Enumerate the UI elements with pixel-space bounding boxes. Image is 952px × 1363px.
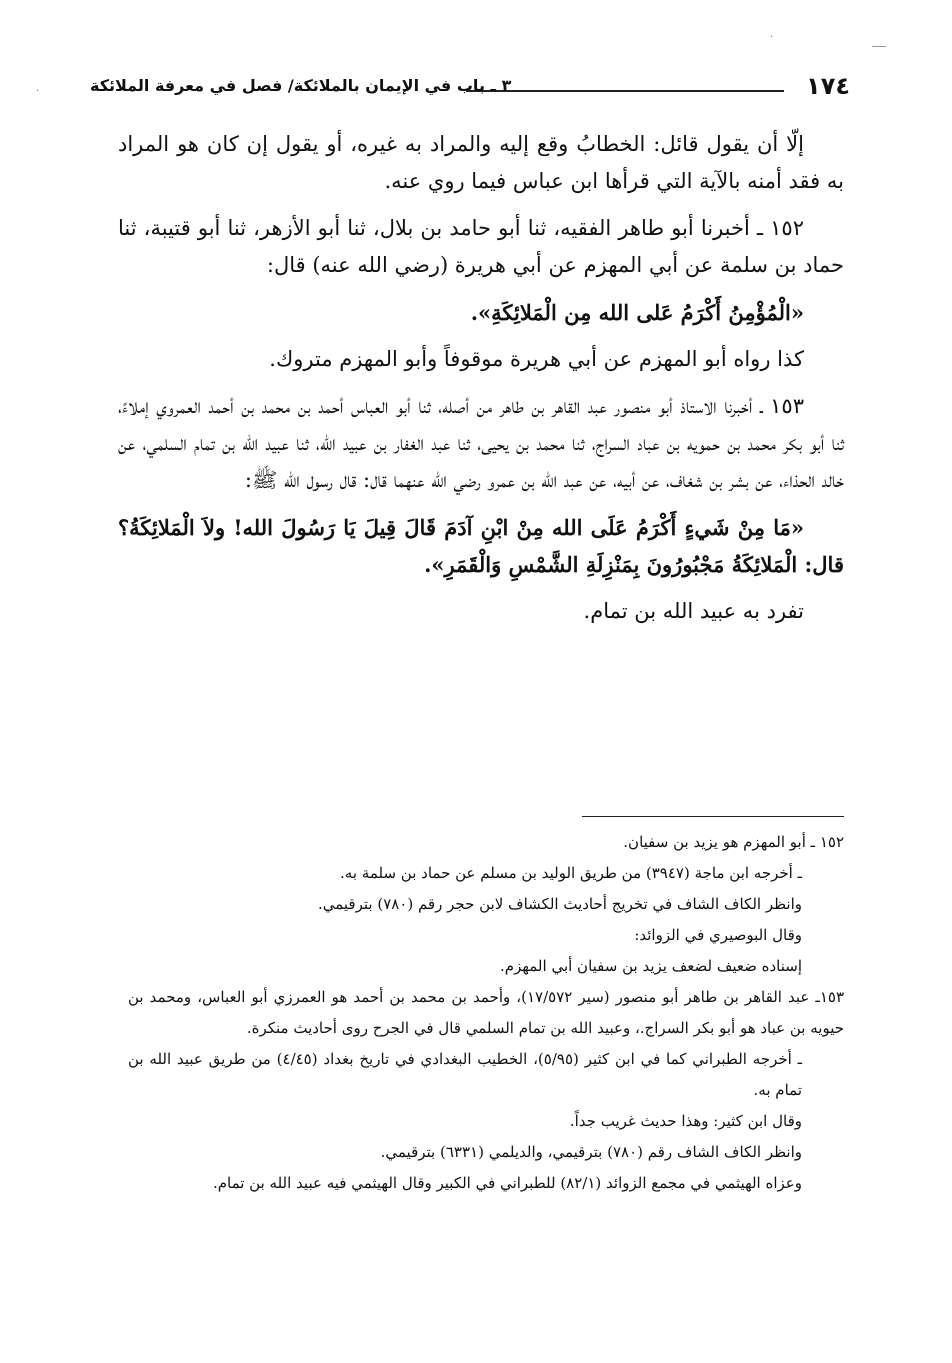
footnote-line: وقال ابن كثير: وهذا حديث غريب جداً. xyxy=(569,1112,802,1130)
running-title: ٣ ـ باب في الإيمان بالملائكة/ فصل في معرفة الملائكة xyxy=(90,76,512,95)
hadith-152-isnad: ١٥٢ ـ أخبرنا أبو طاهر الفقيه، ثنا أبو حامد بن بلال، ثنا أبو الأزهر، ثنا أبو قتيبة، ثنا حماد بن سلمة عن أبي المهزم عن أبي هريرة (رضي الله عنه) قال: xyxy=(118,216,844,277)
paragraph: كذا رواه أبو المهزم عن أبي هريرة موقوفاً وأبو المهزم متروك. xyxy=(269,347,804,371)
footnote-line: وانظر الكاف الشاف رقم (٧٨٠) بترقيمي، والديلمي (٦٣٣١) بترقيمي. xyxy=(380,1143,802,1161)
scan-rule-right xyxy=(872,46,886,47)
footnotes xyxy=(128,816,844,1199)
footnote-separator xyxy=(582,816,844,817)
hadith-153-isnad: ١٥٣ ـ أخبرنا الاستاذ أبو منصور عبد القاهر بن طاهر من أصله، ثنا أبو العباس أحمد بن محمد بن أحمد العمروي إملاءً، ثنا أبو بكر محمد بن حمويه بن عباد السراج، ثنا محمد بن يحيى، ثنا عبد الغفار بن عبيد الله، ثنا عبيد الله بن تمام السلمي، عن خالد الحذاء، عن بشر بن شغاف، عن أبيه، عن عبد الله بن عمرو رضي الله عنهما قال: قال رسول الله ﷺ: xyxy=(118,394,844,492)
hadith-153-text: «مَا مِنْ شَيءٍ أَكْرَمُ عَلَى الله مِنْ ابْنِ آدَمَ قَالَ قِيلَ يَا رَسُولَ الله! ولاَ الْمَلائِكَةُ؟ قال: الْمَلائِكَةُ مَجْبُورُونَ بِمَنْزِلَةِ الشَّمْسِ وَالْقَمَرِ». xyxy=(118,515,844,577)
footnote-line: وقال البوصيري في الزوائد: xyxy=(634,926,802,944)
page-header xyxy=(90,72,850,108)
footnote-line: إسناده ضعيف لضعف يزيد بن سفيان أبي المهزم. xyxy=(500,957,802,975)
footnote-line: وانظر الكاف الشاف في تخريج أحاديث الكشاف لابن حجر رقم (٧٨٠) بترقيمي. xyxy=(317,895,802,913)
main-text xyxy=(118,126,844,640)
footnote-153-head: ١٥٣ـ عبد القاهر بن طاهر أبو منصور (سير ١٧/٥٧٢)، وأحمد بن محمد بن أحمد هو العمرزي أبو العباس، ومحمد بن حيويه بن عباد هو أبو بكر السراج.، وعبيد الله بن تمام السلمي قال في الجرح روى أحاديث منكرة. xyxy=(128,988,844,1037)
header-rule xyxy=(466,90,784,92)
hadith-152-text: «الْمُؤْمِنُ أَكْرَمُ عَلى الله مِن الْمَلائِكَةِ». xyxy=(470,300,804,325)
scan-mark-left: · xyxy=(36,86,40,97)
footnote-line: وعزاه الهيثمي في مجمع الزوائد (٨٢/١) للطبراني في الكبير وقال الهيثمي فيه عبيد الله بن تمام. xyxy=(212,1174,802,1192)
scan-mark-top: · xyxy=(770,32,774,43)
footnote-line: ـ أخرجه الطبراني كما في ابن كثير (٥/٩٥)، الخطيب البغدادي في تاريخ بغداد (٤/٤٥) من طريق عبيد الله بن تمام به. xyxy=(128,1050,803,1099)
page-number: ١٧٤ xyxy=(806,72,850,100)
paragraph: إلّا أن يقول قائل: الخطابُ وقع إليه والمراد به غيره، أو يقول إن كان هو المراد به فقد أمنه بالآية التي قرأها ابن عباس فيما روي عنه. xyxy=(118,132,844,193)
footnote-152-head: ١٥٢ ـ أبو المهزم هو يزيد بن سفيان. xyxy=(623,833,844,851)
paragraph: تفرد به عبيد الله بن تمام. xyxy=(583,599,804,623)
footnote-line: ـ أخرجه ابن ماجة (٣٩٤٧) من طريق الوليد بن مسلم عن حماد بن سلمة به. xyxy=(340,864,802,882)
